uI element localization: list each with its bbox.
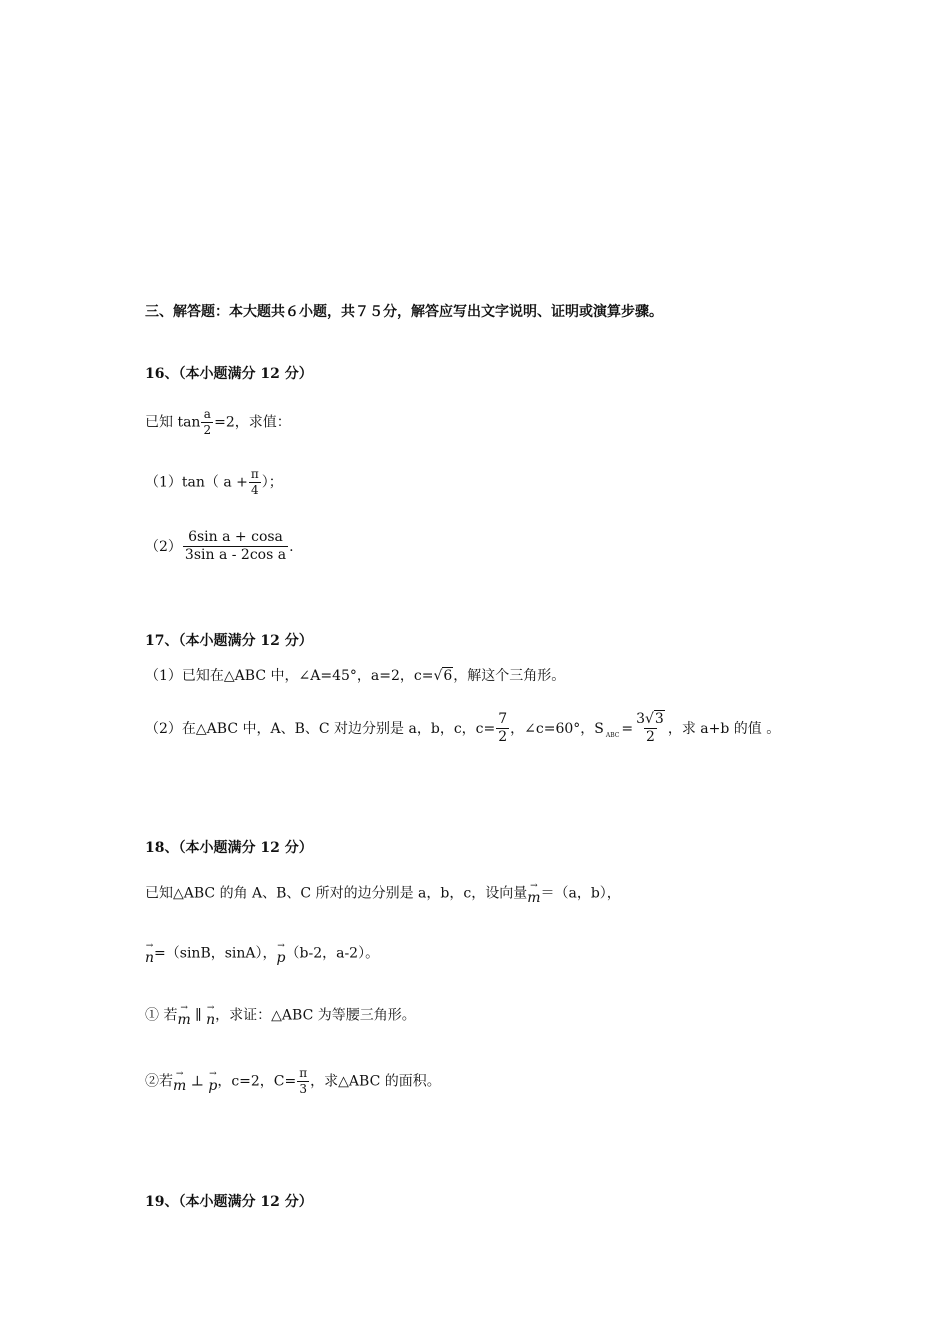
fraction-denominator: 2 bbox=[498, 729, 508, 746]
q18-line2-a: =（sinB，sinA）， bbox=[154, 945, 277, 962]
section-heading: 三、解答题：本大题共６小题，共７５分，解答应写出文字说明、证明或演算步骤。 bbox=[145, 304, 663, 320]
q18-part2-post: ，求△ABC 的面积。 bbox=[310, 1073, 441, 1090]
q16-part2-fraction bbox=[183, 530, 288, 564]
vector-letter: n bbox=[206, 1012, 216, 1028]
q18-part2-pre: ②若 bbox=[145, 1073, 173, 1090]
sqrt-coefficient: 3 bbox=[636, 711, 645, 727]
q17-part2 bbox=[145, 712, 780, 746]
vector-m bbox=[173, 1070, 186, 1093]
q17-area-fraction bbox=[634, 712, 667, 746]
vector-arrow: → bbox=[209, 1069, 217, 1080]
vector-letter: m bbox=[173, 1078, 187, 1095]
vector-letter: m bbox=[527, 890, 541, 906]
vector-n bbox=[206, 1004, 215, 1027]
q19-header: 19、（本小题满分 12 分） bbox=[145, 1194, 313, 1210]
q18-part1-pre: ① 若 bbox=[145, 1007, 178, 1024]
q17-c-fraction bbox=[496, 712, 509, 746]
q16-part2-post: . bbox=[289, 538, 294, 555]
vector-arrow: → bbox=[206, 1003, 215, 1013]
q18-part1 bbox=[145, 1004, 416, 1027]
q17-part1 bbox=[145, 666, 565, 686]
vector-arrow: → bbox=[530, 881, 538, 891]
q16-part1-fraction bbox=[249, 468, 261, 497]
vector-letter: p bbox=[208, 1078, 218, 1095]
parallel-symbol: ∥ bbox=[190, 1007, 207, 1024]
fraction-denominator: 2 bbox=[645, 729, 655, 746]
q16-part2 bbox=[145, 530, 294, 564]
vector-arrow: → bbox=[175, 1069, 184, 1080]
q16-part1-post: ）； bbox=[261, 474, 283, 491]
q17-header: 17、（本小题满分 12 分） bbox=[145, 633, 313, 649]
vector-arrow: → bbox=[145, 941, 154, 951]
q18-part2-mid: ，c=2，C= bbox=[217, 1073, 297, 1090]
area-subscript: ABC bbox=[605, 731, 620, 739]
q18-line1-pre: 已知△ABC 的角 A、B、C 所对的边分别是 a，b，c，设向量 bbox=[145, 885, 528, 902]
q16-part1-label: （1） bbox=[145, 474, 182, 491]
q18-angle-fraction bbox=[297, 1067, 309, 1096]
q18-line2 bbox=[145, 942, 379, 965]
q17-part2-mid: ，∠c=60°，S bbox=[510, 720, 604, 737]
fraction-numerator: 7 bbox=[498, 711, 508, 727]
q16-part1-pre: tan（ a + bbox=[181, 474, 248, 491]
q18-part2 bbox=[145, 1067, 441, 1096]
fraction-denominator: 3sin a - 2cos a bbox=[184, 547, 287, 564]
q17-part2-post: ，求 a+b 的值 。 bbox=[667, 720, 781, 737]
vector-arrow: → bbox=[277, 941, 285, 951]
fraction-numerator bbox=[634, 712, 667, 728]
sqrt-symbol: √3 bbox=[644, 711, 664, 727]
vector-letter: p bbox=[276, 950, 286, 966]
vector-n bbox=[145, 942, 154, 965]
q17-part1-post: ，解这个三角形。 bbox=[453, 668, 566, 684]
q18-header: 18、（本小题满分 12 分） bbox=[145, 840, 313, 856]
q16-intro-pre: 已知 bbox=[145, 414, 173, 431]
fraction-numerator: π bbox=[299, 1066, 308, 1080]
fraction-denominator: 3 bbox=[299, 1082, 308, 1097]
q18-line2-b: （b-2，a-2）。 bbox=[285, 945, 380, 962]
vector-arrow: → bbox=[180, 1003, 188, 1013]
q18-part1-post: ，求证：△ABC 为等腰三角形。 bbox=[215, 1007, 416, 1024]
q16-intro bbox=[145, 408, 291, 437]
q18-line1-post: ＝（a，b）， bbox=[540, 885, 621, 902]
vector-letter: m bbox=[177, 1012, 191, 1028]
sqrt-radicand: 6 bbox=[443, 668, 453, 684]
q16-part1 bbox=[145, 468, 283, 497]
fraction-numerator: a bbox=[203, 407, 211, 421]
fraction-denominator: 2 bbox=[203, 423, 212, 438]
q17-part2-eq: = bbox=[621, 720, 634, 737]
q16-header: 16、（本小题满分 12 分） bbox=[145, 366, 313, 382]
sqrt-symbol: √6 bbox=[433, 668, 453, 684]
fraction-numerator: 6sin a + cosa bbox=[188, 529, 283, 545]
q17-part1-text: （1）已知在△ABC 中，∠A=45°，a=2，c= bbox=[145, 668, 434, 684]
sqrt-radicand: 3 bbox=[654, 711, 664, 727]
fraction-denominator: 4 bbox=[251, 483, 259, 498]
fraction-numerator: π bbox=[250, 467, 259, 481]
q18-line1 bbox=[145, 882, 621, 905]
q16-intro-post: =2，求值： bbox=[214, 414, 291, 431]
q16-intro-fraction bbox=[201, 408, 213, 437]
vector-m bbox=[177, 1004, 190, 1027]
vector-m bbox=[527, 882, 540, 905]
q16-intro-tan: tan bbox=[177, 414, 201, 431]
q17-part2-pre: （2）在△ABC 中，A、B、C 对边分别是 a，b，c，c= bbox=[145, 720, 496, 737]
q16-part2-label: （2） bbox=[145, 538, 182, 555]
perpendicular-symbol: ⊥ bbox=[186, 1073, 209, 1090]
vector-letter: n bbox=[145, 950, 155, 966]
vector-p bbox=[208, 1070, 217, 1093]
vector-p bbox=[277, 942, 286, 965]
